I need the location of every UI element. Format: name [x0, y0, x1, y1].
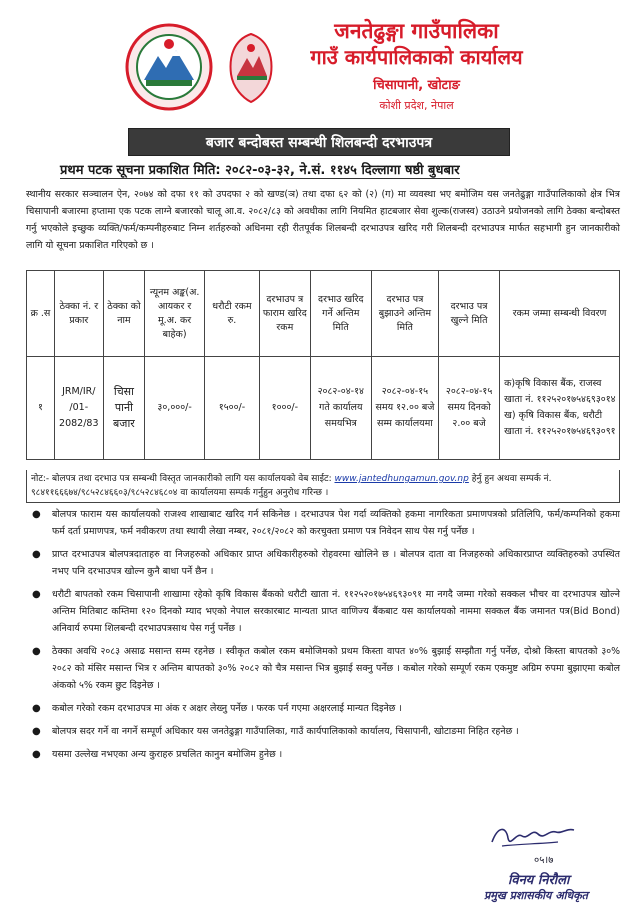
list-item: ● बोलपत्र फाराम यस कार्यालयको राजश्व शाखाबाट खरिद गर्न सकिनेछ । दरभाउपत्र पेश गर्दा व्यक्तिको हकमा नागरिकता प्रमाणपत्रको प्रतिलिपि, फर्म/कम्पनिको हकमा फर्म दर्ता प्रमाणपत्र, फर्म नवीकरण तथा स्थायी लेखा नम्बर, २०८१/२०८२ को करचुक्ता प्रमाण पत्र निवेदन साथ पेस गर्नु पर्नेछ ।	[26, 506, 620, 540]
list-item: ● प्राप्त दरभाउपत्र बोलपत्रदाताहरु वा निजहरुको अधिकार प्राप्त अधिकारीहरुको रोहवरमा खोलिने छ । बोलपत्र दाता वा निजहरुको अधिकारप्राप्त व्यक्तिहरुको उपस्थित नभए पनि दरभाउपत्र खोल्न कुनै बाधा पर्ने छैन ।	[26, 546, 620, 580]
col-header-purchase-deadline: दरभाउ खरिद गर्ने अन्तिम मिति	[310, 271, 371, 357]
conditions-list	[26, 506, 620, 769]
signatory-name: विनय निरौला	[508, 873, 570, 888]
municipality-logo	[124, 22, 214, 112]
signatory-post: प्रमुख प्रशासकीय अधिकृत	[484, 889, 588, 902]
col-header-submit-deadline: दरभाउ पत्र बुझाउने अन्तिम मिति	[371, 271, 438, 357]
cell-submit-deadline: २०८२-०४-१५ समय १२.०० बजे सम्म कार्यालयमा	[371, 357, 438, 460]
note-prefix: नोट:- बोलपत्र तथा दरभाउ पत्र सम्बन्धी विस्तृत जानकारीको लागि यस कार्यालयको वेब साईट:	[31, 474, 332, 484]
col-header-form-fee: दरभाउप त्र फाराम खरिद रकम	[259, 271, 310, 357]
cell-form-fee: १०००/-	[259, 357, 310, 460]
col-header-contract-name: ठेक्का को नाम	[103, 271, 145, 357]
col-header-account-details: रकम जम्मा सम्बन्धी विवरण	[500, 271, 620, 357]
signature-date: ०५।७	[534, 855, 554, 866]
col-header-opening-date: दरभाउ पत्र खुल्ने मिति	[439, 271, 500, 357]
publication-date-line	[60, 162, 620, 180]
cell-account-details: क)कृषि विकास बैंक, राजस्व खाता नं. ११२५२०१७५४६९३०१४ ख) कृषि विकास बैंक, धरौटी खाता नं. ११२५२०१७५४६९३०९१	[500, 357, 620, 460]
office-name: गाउँ कार्यपालिकाको कार्यालय	[310, 45, 523, 69]
cell-contract-name: चिसा पानी बजार	[103, 357, 145, 460]
col-header-min-amount: न्यूनम अङ्क(अ. आयकर र मू.अ. कर बाहेक)	[145, 271, 205, 357]
signature-scribble	[488, 822, 578, 852]
cell-sn: १	[27, 357, 55, 460]
municipality-name: जनतेढुङ्गा गाउँपालिका	[334, 19, 499, 43]
col-header-deposit: धरौटी रकम रु.	[205, 271, 260, 357]
list-item: ● धरौटी बापतको रकम चिसापानी शाखामा रहेको कृषि विकास बैंकको धरौटी खाता नं. ११२५२०१७५४६९३०९१ मा नगदै जम्मा गरेको सक्कल भौचर वा दरभाउपत्र खोल्ने अन्तिम मितिबाट कम्तिमा १२० दिनको म्याद भएको नेपाल सरकारबाट मान्यता प्राप्त वाणिज्य बैंकबाट यस कार्यालयको नाममा सक्कल बैंक जमानत पत्र(Bid Bond) अनिवार्य रुपमा शिलबन्दी दरभाउपत्रसाथ पेस गर्नु पर्नेछ ।	[26, 586, 620, 637]
note-suffix: हेर्नु हुन अथवा सम्पर्क नं. ९८४११६६६७४/९८५२८४६६०३/९८५२८४६८०४ वा कार्यालयमा सम्पर्क गर्नुहुन अनुरोध गरिन्छ ।	[31, 474, 552, 498]
publication-date-text: प्रथम पटक सूचना प्रकाशित मिति: २०८२-०३-३२, ने.सं. ११४५ दिल्लागा षष्ठी बुधबार	[60, 163, 460, 178]
bid-details-table	[26, 270, 620, 460]
cell-purchase-deadline: २०८२-०४-१४ गते कार्यालय समयभित्र	[310, 357, 371, 460]
cell-contract-no: JRM/IR/ /01- 2082/83	[54, 357, 103, 460]
list-item: ● बोलपत्र सदर गर्ने वा नगर्ने सम्पूर्ण अधिकार यस जनतेढुङ्गा गाउँपालिका, गाउँ कार्यपालिकाको कार्यालय, चिसापानी, खोटाङमा निहित रहनेछ ।	[26, 723, 620, 740]
list-item: ● ठेक्का अवधि २०८३ असाढ मसान्त सम्म रहनेछ । स्वीकृत कबोल रकम बमोजिमको प्रथम किस्ता वापत ४०% बुझाई सम्झौता गर्नु पर्नेछ, दोश्रो किस्ता बापतको ३०% २०८२ को मंसिर मसान्त भित्र र अन्तिम बापतको ३०% २०८२ को चैत्र मसान्त भित्र बुझाई सक्नु पर्नेछ । कबोल गरेको सम्पूर्ण रकम एकमुष्ट अग्रिम रुपमा बुझाएमा कबोल अंकको ५% रकम छुट दिइनेछ ।	[26, 643, 620, 694]
cell-opening-date: २०८२-०४-१५ समय दिनको २.०० बजे	[439, 357, 500, 460]
cell-deposit: १५००/-	[205, 357, 260, 460]
table-header-row	[27, 271, 620, 357]
table-row	[27, 357, 620, 460]
office-location: चिसापानी, खोटाङ	[373, 78, 460, 93]
col-header-contract-no: ठेक्का नं. र प्रकार	[54, 271, 103, 357]
notice-title: बजार बन्दोबस्त सम्बन्धी शिलबन्दी दरभाउपत्र	[128, 128, 510, 156]
list-item: ● कबोल गरेको रकम दरभाउपत्र मा अंक र अक्षर लेख्नु पर्नेछ । फरक पर्न गएमा अक्षरलाई मान्यत दिइनेछ ।	[26, 700, 620, 717]
website-link[interactable]: www.jantedhungamun.gov.np	[334, 474, 469, 484]
office-header	[26, 0, 617, 128]
contact-note	[26, 470, 620, 503]
list-item: ● यसमा उल्लेख नभएका अन्य कुराहरु प्रचलित कानुन बमोजिम हुनेछ ।	[26, 746, 620, 763]
col-header-sn: क्र .स	[27, 271, 55, 357]
province-name: कोशी प्रदेश, नेपाल	[379, 99, 454, 112]
intro-paragraph: स्थानीय सरकार सञ्चालन ऐन, २०७४ को दफा ११ को उपदफा २ को खण्ड(ञ) तथा दफा ६२ को (२) (ग) मा व्यवस्था भए बमोजिम यस जनतेढुङ्गा गाउँपालिकाको क्षेत्र भित्र चिसापानी बजारमा हप्तामा एक पटक लाग्ने बजारको चालू आ.व. २०८२/८३ को अवधीका लागि नियमित हाटबजार सेवा शुल्क(राजस्व) उठाउने प्रयोजनको लागि ठेक्का बन्दोबस्त गर्नु भएकोले इच्छुक व्यक्ति/फर्म/कम्पनीहरुबाट निम्न शर्तहरुको अधिनमा रही रीतपूर्वक शिलबन्दी दरभाउपत्र खरिद गरी शिलबन्दी दरभाउपत्र मार्फत सहभागी हुन जानकारीको लागि यो सूचना प्रकाशित गरिएको छ ।	[26, 189, 620, 251]
cell-min-amount: ३०,०००/-	[145, 357, 205, 460]
